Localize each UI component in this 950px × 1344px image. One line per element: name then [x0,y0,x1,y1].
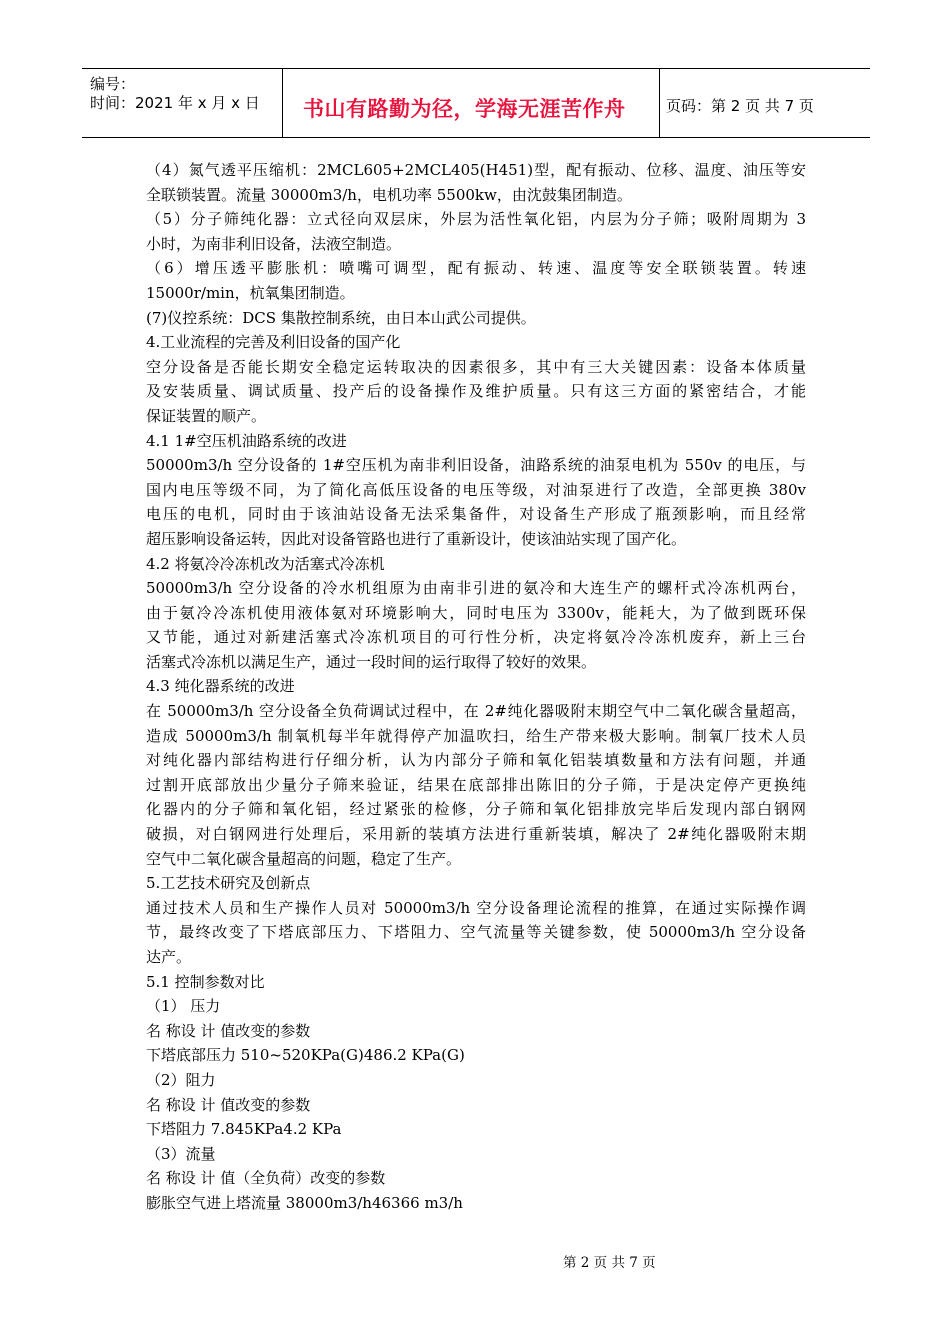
body-text-line: 名 称设 计 值改变的参数 [146,1021,311,1040]
body-text-line: 4.工业流程的完善及利旧设备的国产化 [146,333,401,352]
body-text-line: 5.1 控制参数对比 [146,972,265,991]
body-text-line: 通过技术人员和生产操作人员对 50000m3/h 空分设备理论流程的推算，在通过实际操作调 [146,898,806,917]
body-text-line: 在 50000m3/h 空分设备全负荷调试过程中，在 2#纯化器吸附末期空气中二氧化碳含量超高， [146,702,806,721]
body-text-line: 4.3 纯化器系统的改进 [146,677,295,696]
body-text-line: 超压影响设备运转，因此对设备管路也进行了重新设计，使该油站实现了国产化。 [146,529,687,548]
body-text-line: 15000r/min，杭氧集团制造。 [146,283,355,302]
body-text-line: 化器内的分子筛和氧化铝，经过紧张的检修，分子筛和氧化铝排放完毕后发现内部白钢网 [146,800,806,819]
body-text-line: 又节能，通过对新建活塞式冷冻机项目的可行性分析，决定将氨冷冷冻机废弃，新上三台 [146,628,806,647]
body-text-line: 国内电压等级不同，为了简化高低压设备的电压等级，对油泵进行了改造，全部更换 380v [146,480,806,499]
body-text-line: 名 称设 计 值（全负荷）改变的参数 [146,1169,386,1188]
body-text-line: 4.1 1#空压机油路系统的改进 [146,431,347,450]
body-text-line: （6）增压透平膨胀机：喷嘴可调型，配有振动、转速、温度等安全联锁装置。转速 [146,259,806,278]
body-text-line: 4.2 将氨冷冷冻机改为活塞式冷冻机 [146,554,385,573]
body-text-line: 造成 50000m3/h 制氧机每半年就得停产加温吹扫，给生产带来极大影响。制氧厂技术人员 [146,726,806,745]
body-text-line: 对纯化器内部结构进行仔细分析，认为内部分子筛和氧化铝装填数量和方法有问题，并通 [146,751,806,770]
header-page-number: 页码：第 2 页 共 7 页 [666,97,814,115]
body-text-line: （5）分子筛纯化器：立式径向双层床，外层为活性氧化铝，内层为分子筛；吸附周期为 3 [146,210,806,229]
document-number-label: 编号： [90,75,136,93]
body-text-line: 小时，为南非利旧设备，法液空制造。 [146,234,402,253]
body-text-line: （2）阻力 [146,1070,216,1089]
body-text-line: 空气中二氧化碳含量超高的问题，稳定了生产。 [146,849,462,868]
body-text-line: （3）流量 [146,1144,216,1163]
body-text-line: 及安装质量、调试质量、投产后的设备操作及维护质量。只有这三方面的紧密结合，才能 [146,382,806,401]
body-text-line: 活塞式冷冻机以满足生产，通过一段时间的运行取得了较好的效果。 [146,652,597,671]
body-text-line: 达产。 [146,948,192,966]
body-text-line: 空分设备是否能长期安全稳定运转取决的因素很多，其中有三大关键因素：设备本体质量 [146,357,806,376]
document-body [146,158,806,1216]
body-text-line: 电压的电机，同时由于该油站设备无法采集备件，对设备生产形成了瓶颈影响，而且经常 [146,505,806,524]
body-text-line: 保证装置的顺产。 [146,406,267,425]
body-text-line: 50000m3/h 空分设备的 1#空压机为南非利旧设备，油路系统的油泵电机为 550v 的电压，与 [146,456,806,475]
body-text-line: 破损，对白钢网进行处理后，采用新的装填方法进行重新装填，解决了 2#纯化器吸附末期 [146,825,806,844]
header-info-cell [82,69,283,137]
body-text-line: 下塔阻力 7.845KPa4.2 KPa [146,1120,342,1139]
body-text-line: 下塔底部压力 510~520KPa(G)486.2 KPa(G) [146,1046,465,1065]
header-motto: 书山有路勤为径，学海无涯苦作舟 [303,97,626,121]
body-text-line: 过割开底部放出少量分子筛来验证，结果在底部排出陈旧的分子筛，于是决定停产更换纯 [146,775,806,794]
body-text-line: 5.工艺技术研究及创新点 [146,874,311,893]
body-text-line: (7)仪控系统：DCS 集散控制系统，由日本山武公司提供。 [146,308,536,327]
page-footer: 第 2 页 共 7 页 [563,1255,656,1271]
document-date-label: 时间：2021 年 x 月 x 日 [90,94,260,112]
body-text-line: 膨胀空气进上塔流量 38000m3/h46366 m3/h [146,1193,463,1212]
body-text-line: 节，最终改变了下塔底部压力、下塔阻力、空气流量等关键参数，使 50000m3/h 空分设备 [146,923,806,942]
header-motto-cell [283,69,660,137]
body-text-line: 名 称设 计 值改变的参数 [146,1095,311,1114]
header-page-cell [660,69,870,137]
body-text-line: （1） 压力 [146,997,221,1016]
body-text-line: 全联锁装置。流量 30000m3/h，电机功率 5500kw，由沈鼓集团制造。 [146,185,632,204]
page-header [82,68,870,138]
body-text-line: 由于氨冷冷冻机使用液体氨对环境影响大，同时电压为 3300v，能耗大，为了做到既环保 [146,603,806,622]
body-text-line: 50000m3/h 空分设备的冷水机组原为由南非引进的氨冷和大连生产的螺杆式冷冻机两台， [146,579,806,598]
body-text-line: （4）氮气透平压缩机：2MCL605+2MCL405(H451)型，配有振动、位移、温度、油压等安 [146,161,806,179]
